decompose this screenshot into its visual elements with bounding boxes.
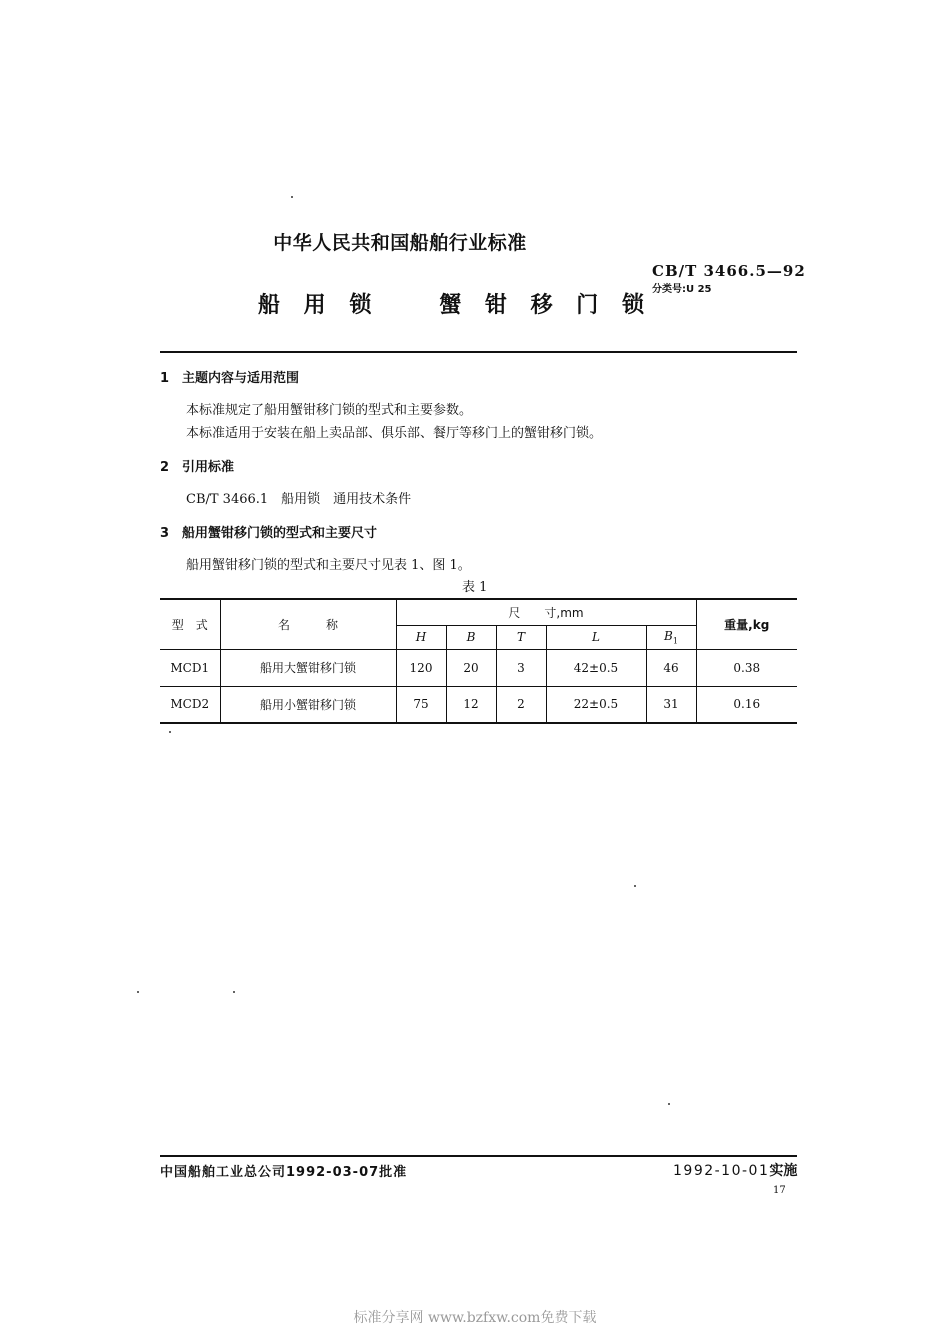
section-3-paragraph-1: 船用蟹钳移门锁的型式和主要尺寸见表 1、图 1。	[186, 558, 471, 573]
header-dim-h: H	[396, 625, 446, 649]
table-caption: 表 1	[462, 580, 488, 595]
section-1-paragraph-1: 本标准规定了船用蟹钳移门锁的型式和主要参数。	[186, 403, 473, 418]
section-1-heading	[160, 367, 299, 386]
cell-name: 船用大蟹钳移门锁	[220, 649, 396, 686]
header-dim-b: B	[446, 625, 496, 649]
header-dim-t: T	[496, 625, 546, 649]
cell-weight: 0.16	[696, 686, 797, 723]
cell-h: 75	[396, 686, 446, 723]
section-1-paragraph-2: 本标准适用于安装在船上卖品部、俱乐部、餐厅等移门上的蟹钳移门锁。	[186, 426, 603, 441]
cell-b: 20	[446, 649, 496, 686]
section-title: 主题内容与适用范围	[182, 371, 300, 386]
cell-t: 2	[496, 686, 546, 723]
class-code: 分类号:U 25	[652, 284, 712, 295]
dimensions-table	[160, 598, 797, 724]
section-number: 1	[160, 371, 170, 386]
section-2-paragraph-1: CB/T 3466.1 船用锁 通用技术条件	[186, 492, 412, 507]
document-title: 船 用 锁 蟹 钳 移 门 锁	[258, 293, 652, 318]
header-name: 名 称	[220, 599, 396, 649]
standard-title: 中华人民共和国船舶行业标准	[273, 232, 527, 254]
standard-code: CB/T 3466.5—92	[652, 262, 806, 280]
scan-speck	[291, 196, 293, 198]
cell-name: 船用小蟹钳移门锁	[220, 686, 396, 723]
effective-date: 1992-10-01	[673, 1163, 770, 1179]
footer-rule	[160, 1155, 797, 1157]
header-weight: 重量,kg	[696, 599, 797, 649]
scan-speck	[668, 1103, 670, 1105]
header-rule	[160, 351, 797, 353]
scan-speck	[634, 885, 636, 887]
section-title: 引用标准	[182, 460, 235, 475]
cell-l: 22±0.5	[546, 686, 646, 723]
header-dim-b1: $B_1$	[646, 625, 696, 649]
cell-b: 12	[446, 686, 496, 723]
effective-label: 实施	[769, 1163, 798, 1179]
cell-weight: 0.38	[696, 649, 797, 686]
section-2-heading	[160, 456, 234, 475]
approval-line: 中国船舶工业总公司1992-03-07批准	[160, 1165, 408, 1180]
cell-t: 3	[496, 649, 546, 686]
section-title: 船用蟹钳移门锁的型式和主要尺寸	[182, 526, 378, 541]
cell-h: 120	[396, 649, 446, 686]
subscript: 1	[672, 636, 678, 646]
cell-type: MCD1	[160, 649, 220, 686]
scan-speck	[137, 991, 139, 993]
cell-b1: 31	[646, 686, 696, 723]
table-header-row	[160, 599, 797, 625]
page-number: 17	[773, 1185, 786, 1196]
cell-type: MCD2	[160, 686, 220, 723]
cell-b1: 46	[646, 649, 696, 686]
header-dim-l: L	[546, 625, 646, 649]
header-dimensions: 尺 寸,mm	[396, 599, 696, 625]
table-row	[160, 649, 797, 686]
scan-speck	[169, 731, 171, 733]
section-number: 3	[160, 526, 170, 541]
header-type: 型 式	[160, 599, 220, 649]
watermark-text: 标准分享网 www.bzfxw.com免费下载	[353, 1310, 597, 1326]
effective-line	[673, 1160, 797, 1180]
scan-speck	[233, 991, 235, 993]
section-3-heading	[160, 522, 377, 541]
cell-l: 42±0.5	[546, 649, 646, 686]
table-row	[160, 686, 797, 723]
section-number: 2	[160, 460, 170, 475]
